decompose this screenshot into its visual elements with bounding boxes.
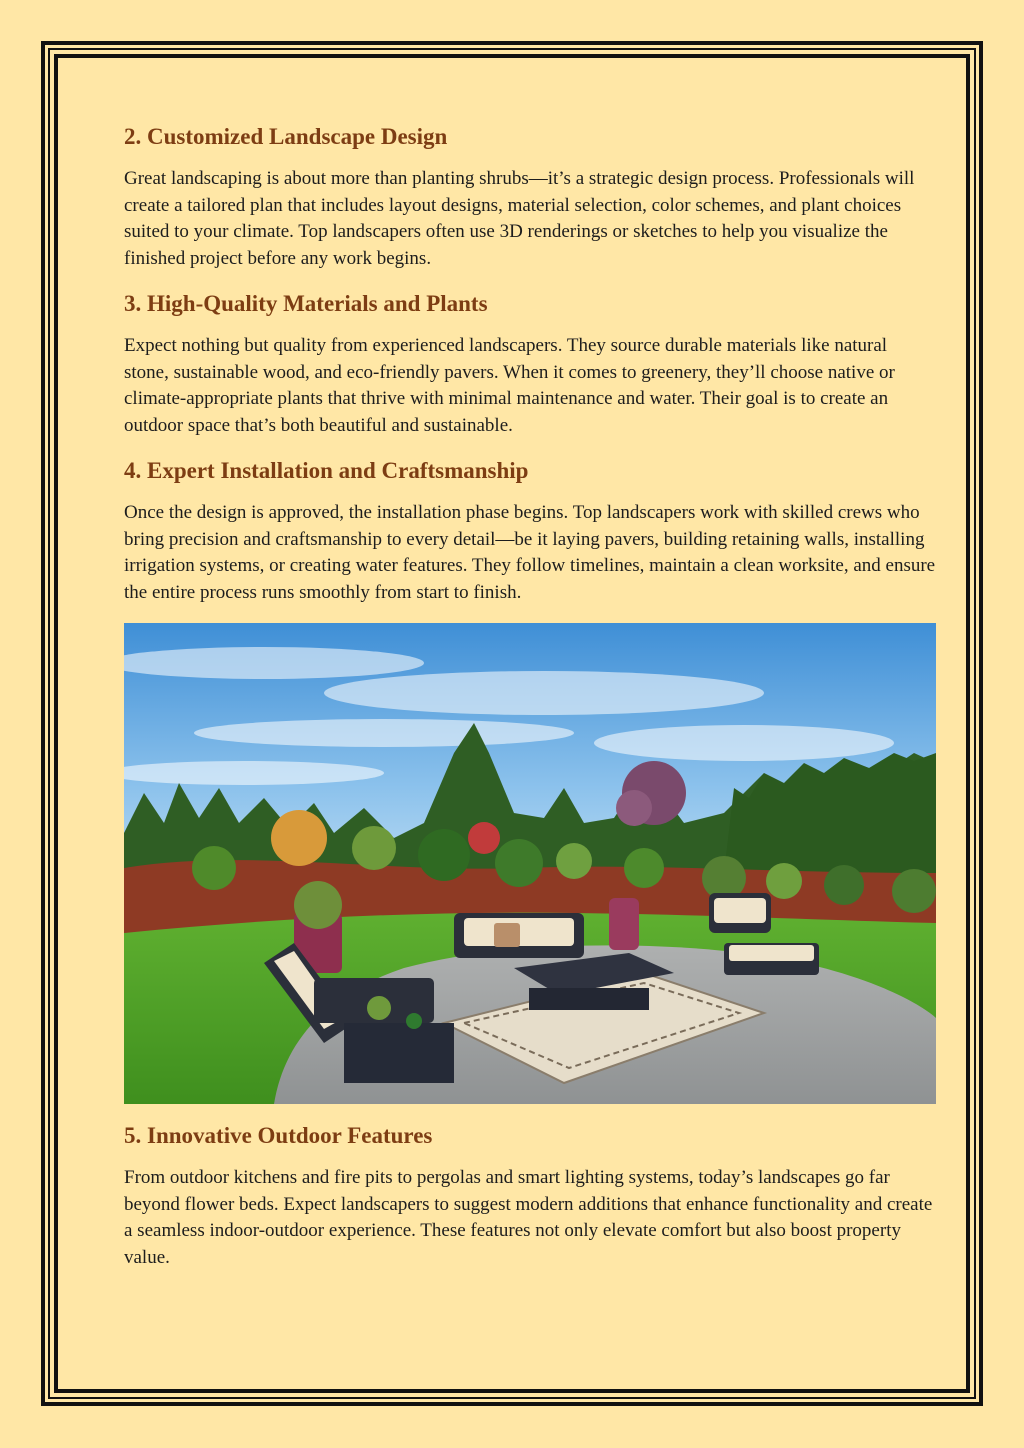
patio-landscape-photo (124, 623, 936, 1104)
document-content (124, 120, 936, 1271)
section-paragraph-customized-design: Great landscaping is about more than planting shrubs—it’s a strategic design process. Professionals will create a tailored plan that includes layout designs, material selection, color schemes, and plant choices suited to your climate. Top landscapers often use 3D renderings or sketches to help you visualize the finished project before any work begins. (124, 168, 915, 269)
section-paragraph-outdoor-features: From outdoor kitchens and fire pits to pergolas and smart lighting systems, today’s landscapes go far beyond flower beds. Expect landscapers to suggest modern additions that enhance functionality and create a seamless indoor-outdoor experience. These features not only elevate comfort but also boost property value. (124, 1167, 933, 1268)
section-heading-materials-plants: 3. High-Quality Materials and Plants (124, 291, 488, 316)
section-heading-outdoor-features: 5. Innovative Outdoor Features (124, 1123, 433, 1148)
section-paragraph-installation: Once the design is approved, the installation phase begins. Top landscapers work with skilled crews who bring precision and craftsmanship to every detail—be it laying pavers, building retaining walls, installing irrigation systems, or creating water features. They follow timelines, maintain a clean worksite, and ensure the entire process runs smoothly from start to finish. (124, 502, 936, 603)
section-paragraph-materials-plants: Expect nothing but quality from experienced landscapers. They source durable materials like natural stone, sustainable wood, and eco-friendly pavers. When it comes to greenery, they’ll choose native or climate-appropriate plants that thrive with minimal maintenance and water. Their goal is to create an outdoor space that’s both beautiful and sustainable. (124, 335, 895, 436)
section-heading-customized-design: 2. Customized Landscape Design (124, 124, 448, 149)
section-heading-installation: 4. Expert Installation and Craftsmanship (124, 458, 529, 483)
